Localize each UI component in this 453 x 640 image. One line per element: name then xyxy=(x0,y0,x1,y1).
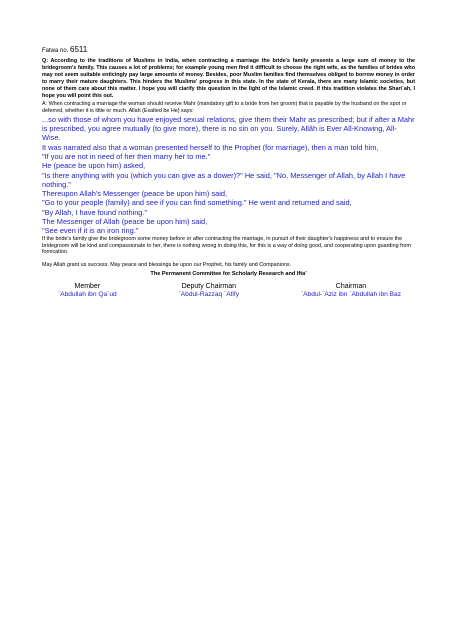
hadith-line: The Messenger of Allah (peace be upon him) said, xyxy=(42,217,208,227)
hadith-line: "Go to your people (family) and see if you can find something." He went and returned and said, xyxy=(42,198,352,208)
signatory-role: Deputy Chairman xyxy=(181,283,237,291)
hadith-line: "See even if it is an iron ring." xyxy=(42,226,139,236)
fatwa-label: Fatwa no. xyxy=(42,48,69,54)
signatory-member xyxy=(58,282,117,299)
hadith-line: He (peace be upon him) asked, xyxy=(42,161,146,171)
closing-text: May Allah grant us success. May peace and blessings be upon our Prophet, his family and Companions. xyxy=(42,262,292,269)
committee-title: The Permanent Committee for Scholarly Research and Ifta' xyxy=(150,271,307,278)
hadith-line: "By Allah, I have found nothing." xyxy=(42,207,148,217)
signatory-role: Chairman xyxy=(335,283,367,291)
fatwa-number: 6511 xyxy=(70,45,88,54)
hadith-line: "If you are not in need of her then marry her to me." xyxy=(42,151,211,161)
fatwa-number-line xyxy=(42,45,415,56)
question-text: Q: According to the traditions of Muslims in India, when contracting a marriage the bride's family presents a large sum of money to the bridegroom's family. This causes a lot of problems; for example young men find it difficult to choose the right wife, as the families of brides who may not seem suitable enticingly pay large amounts of money. Besides, poor Muslim families find themselves obliged to borrow money in order to marry their mature daughters. This hinders the Muslims' progress in this state. In the state of Kerala, there are many Islamic societies, but none of them care about this matter. I hope you will clarify this question in the light of the Islamic creed. If this tradition violates the Shari`ah, I hope you will point this out. xyxy=(42,58,415,99)
signatory-name: `Abdul-Razzaq `Afify xyxy=(178,291,240,299)
hadith-line: "Is there anything with you (which you can give as a dower)?" He said, "No, Messenger of Allah, by Allah I have nothing." xyxy=(42,170,406,189)
answer-intro: A: When contracting a marriage the woman should receive Mahr (mandatory gift to a bride from her groom) that is payable by the husband on the spot or deferred, whether it is little or much. Allah (Exalted be He) says: xyxy=(42,100,407,114)
quran-verse: ...so with those of whom you have enjoyed sexual relations, give them their Mahr as prescribed; but if after a Mahr is prescribed, you agree mutually (to give more), there is no sin on you. Surely, Allâh is Ever All-Knowing, All-Wise. xyxy=(42,114,415,143)
signatory-chairman xyxy=(301,282,401,299)
signatory-deputy-chairman xyxy=(179,282,239,299)
signatory-name: `Abdul-`Aziz ibn `Abdullah ibn Baz xyxy=(300,291,401,299)
hadith-line: It was narrated also that a woman presented herself to the Prophet (for marriage), then a man told him, xyxy=(42,142,379,152)
signatory-role: Member xyxy=(74,283,101,291)
signatories xyxy=(42,282,415,299)
hadith-line: Thereupon Allah's Messenger (peace be upon him) said, xyxy=(42,189,228,199)
signatory-name: `Abdullah ibn Qa`ud xyxy=(58,291,117,299)
conclusion-text: If the bride's family give the bridegroom some money before or after contracting the marriage, in pursuit of their daughter's happiness and to ensure the bridegroom will be kind and compassionate to her, there is nothing wrong in doing this, for this is a way of doing good, and cooperating upon guarding from fornication. xyxy=(42,235,411,256)
